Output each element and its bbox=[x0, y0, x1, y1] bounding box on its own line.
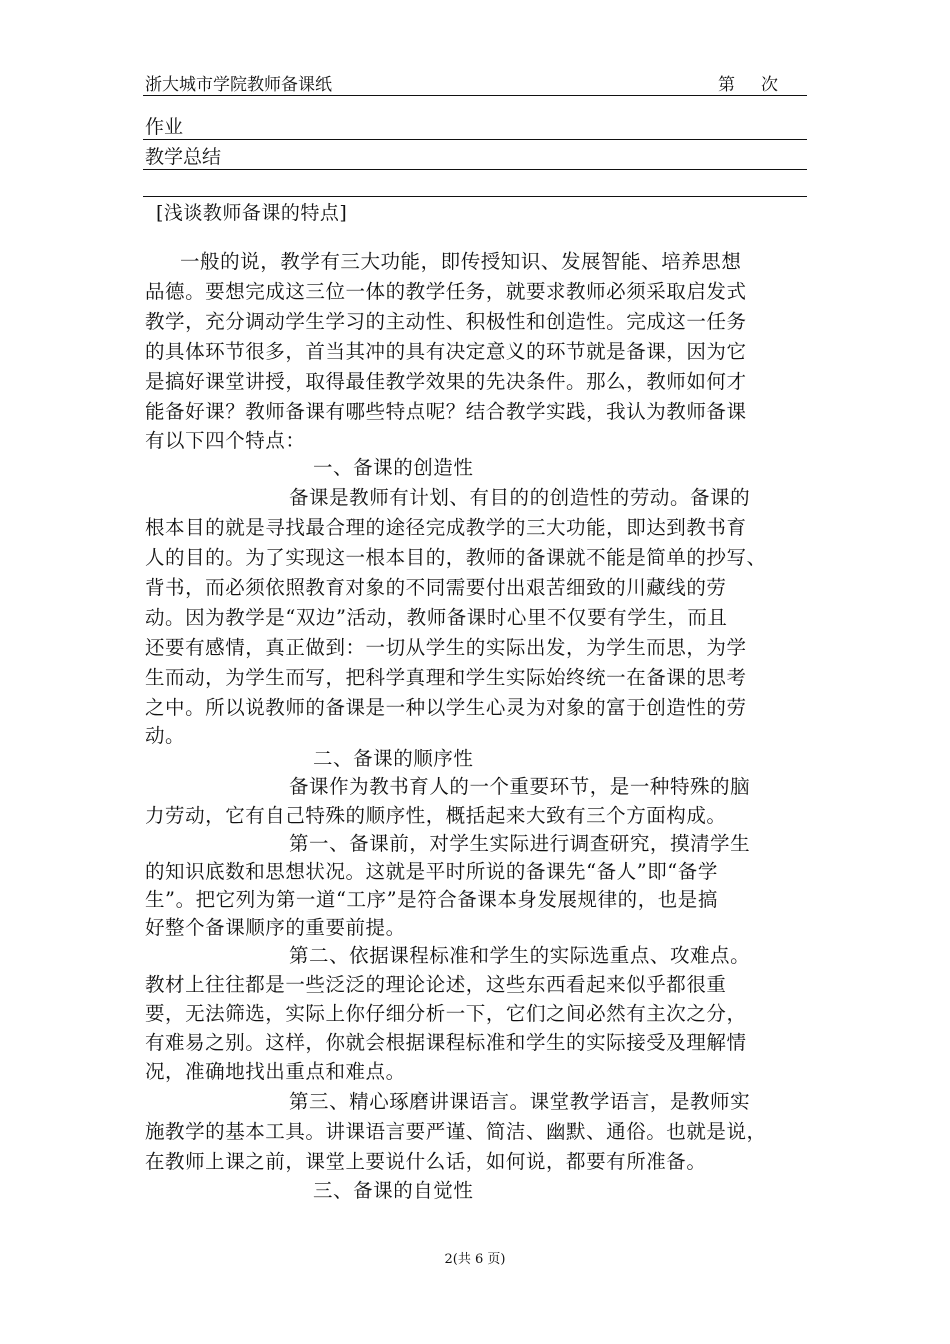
session-number-label bbox=[718, 70, 778, 95]
body-line: 背书，而必须依照教育对象的不同需要付出艰苦细致的川藏线的劳 bbox=[145, 576, 727, 599]
summary-rule bbox=[143, 169, 807, 170]
teaching-summary-label: 教学总结 bbox=[145, 146, 222, 168]
body-line: 品德。要想完成这三位一体的教学任务，就要求教师必须采取启发式 bbox=[145, 280, 747, 303]
page-number: 2(共 6 页) bbox=[444, 1252, 506, 1267]
summary-rule-2 bbox=[143, 196, 807, 197]
body-line: 备课作为教书育人的一个重要环节，是一种特殊的脑 bbox=[289, 775, 751, 798]
body-line: 有难易之别。这样，你就会根据课程标准和学生的实际接受及理解情 bbox=[145, 1031, 747, 1054]
body-line: 有以下四个特点： bbox=[145, 429, 306, 452]
body-line: 人的目的。为了实现这一根本目的，教师的备课就不能是简单的抄写、 bbox=[145, 546, 767, 569]
homework-rule bbox=[143, 139, 807, 140]
body-line: 动。因为教学是“双边”活动，教师备课时心里不仅要有学生，而且 bbox=[145, 606, 728, 629]
body-line: 好整个备课顺序的重要前提。 bbox=[145, 916, 406, 939]
session-prefix: 第 bbox=[718, 75, 735, 95]
body-line: 况，准确地找出重点和难点。 bbox=[145, 1060, 406, 1083]
body-line: 教材上往往都是一些泛泛的理论论述，这些东西看起来似乎都很重 bbox=[145, 973, 727, 996]
body-line: 的知识底数和思想状况。这就是平时所说的备课先“备人”即“备学 bbox=[145, 860, 718, 883]
body-line: 第二、依据课程标准和学生的实际选重点、攻难点。 bbox=[289, 944, 751, 967]
body-line: 的具体环节很多，首当其冲的具有决定意义的环节就是备课，因为它 bbox=[145, 340, 747, 363]
article-title: [浅谈教师备课的特点] bbox=[156, 202, 348, 224]
section-heading: 二、备课的顺序性 bbox=[313, 747, 474, 770]
body-line: 之中。所以说教师的备课是一种以学生心灵为对象的富于创造性的劳 bbox=[145, 696, 747, 719]
header-rule bbox=[143, 95, 807, 96]
body-line: 施教学的基本工具。讲课语言要严谨、简洁、幽默、通俗。也就是说， bbox=[145, 1120, 767, 1143]
body-line: 第三、精心琢磨讲课语言。课堂教学语言，是教师实 bbox=[289, 1090, 751, 1113]
session-suffix: 次 bbox=[761, 75, 778, 95]
sheet-title: 浙大城市学院教师备课纸 bbox=[145, 75, 332, 95]
body-line: 根本目的就是寻找最合理的途径完成教学的三大功能，即达到教书育 bbox=[145, 516, 747, 539]
body-line: 教学，充分调动学生学习的主动性、积极性和创造性。完成这一任务 bbox=[145, 310, 747, 333]
body-line: 一般的说，教学有三大功能，即传授知识、发展智能、培养思想 bbox=[180, 250, 742, 273]
section-heading: 一、备课的创造性 bbox=[313, 456, 474, 479]
body-line: 还要有感情，真正做到：一切从学生的实际出发，为学生而思，为学 bbox=[145, 636, 747, 659]
body-line: 要，无法筛选，实际上你仔细分析一下，它们之间必然有主次之分， bbox=[145, 1002, 747, 1025]
body-line: 生而动，为学生而写，把科学真理和学生实际始终统一在备课的思考 bbox=[145, 666, 747, 689]
body-line: 第一、备课前，对学生实际进行调查研究，摸清学生 bbox=[289, 832, 751, 855]
body-line: 是搞好课堂讲授，取得最佳教学效果的先决条件。那么，教师如何才 bbox=[145, 370, 747, 393]
homework-label: 作业 bbox=[145, 116, 184, 138]
section-heading: 三、备课的自觉性 bbox=[313, 1179, 474, 1202]
body-line: 在教师上课之前，课堂上要说什么话，如何说，都要有所准备。 bbox=[145, 1150, 707, 1173]
body-line: 动。 bbox=[145, 724, 186, 747]
body-line: 备课是教师有计划、有目的的创造性的劳动。备课的 bbox=[289, 486, 751, 509]
body-line: 力劳动，它有自己特殊的顺序性，概括起来大致有三个方面构成。 bbox=[145, 804, 727, 827]
body-line: 生”。把它列为第一道“工序”是符合备课本身发展规律的，也是搞 bbox=[145, 888, 718, 911]
body-line: 能备好课？教师备课有哪些特点呢？结合教学实践，我认为教师备课 bbox=[145, 400, 747, 423]
